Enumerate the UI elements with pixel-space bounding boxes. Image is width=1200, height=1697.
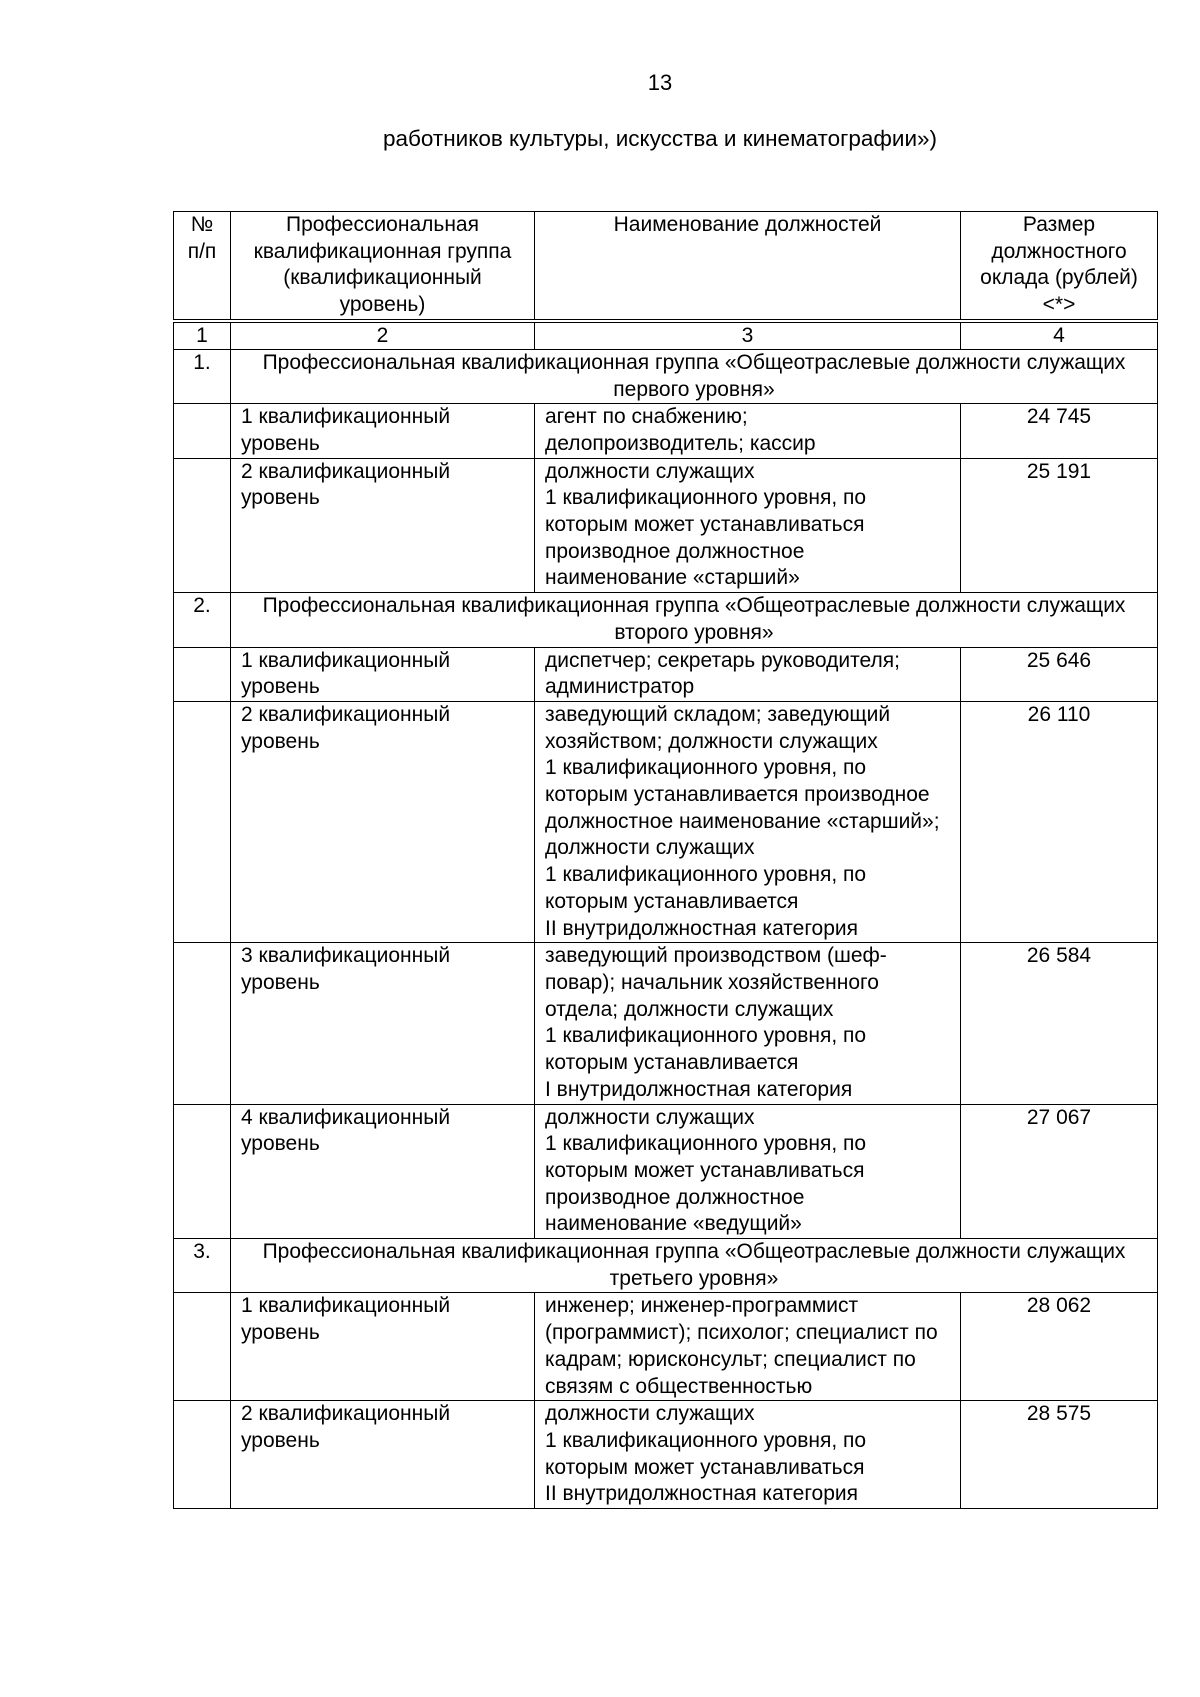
level-cell: 2 квалификационный уровень <box>231 1401 535 1509</box>
column-number: 3 <box>535 321 961 350</box>
salary-cell: 27 067 <box>961 1104 1158 1239</box>
table-row <box>174 1293 1158 1401</box>
table-row <box>174 701 1158 942</box>
group-row <box>174 1239 1158 1293</box>
number-cell-empty <box>174 701 231 942</box>
table-row <box>174 1104 1158 1239</box>
level-cell: 1 квалификационный уровень <box>231 1293 535 1401</box>
table-row <box>174 647 1158 701</box>
level-cell: 1 квалификационный уровень <box>231 404 535 458</box>
positions-cell: заведующий производством (шеф-повар); начальник хозяйственного отдела; должности служащих 1 квалификационного уровня, по которым устанавливается I внутридолжностная категория <box>535 943 961 1104</box>
group-row <box>174 593 1158 647</box>
positions-cell: инженер; инженер-программист (программист); психолог; специалист по кадрам; юрисконсульт; специалист по связям с общественностью <box>535 1293 961 1401</box>
group-title: Профессиональная квалификационная группа «Общеотраслевые должности служащих первого уровня» <box>231 349 1158 403</box>
column-number: 4 <box>961 321 1158 350</box>
column-number: 2 <box>231 321 535 350</box>
positions-cell: должности служащих 1 квалификационного уровня, по которым может устанавливаться производное должностное наименование «старший» <box>535 458 961 593</box>
positions-cell: агент по снабжению; делопроизводитель; кассир <box>535 404 961 458</box>
table-row <box>174 1401 1158 1509</box>
number-cell-empty <box>174 1401 231 1509</box>
table-row <box>174 404 1158 458</box>
salary-cell: 26 584 <box>961 943 1158 1104</box>
header-salary: Размер должностного оклада (рублей) <*> <box>961 212 1158 321</box>
column-number-row <box>174 321 1158 350</box>
column-number: 1 <box>174 321 231 350</box>
positions-cell: должности служащих 1 квалификационного уровня, по которым может устанавливаться II внутридолжностная категория <box>535 1401 961 1509</box>
table-header-row <box>174 212 1158 321</box>
salary-cell: 28 575 <box>961 1401 1158 1509</box>
level-cell: 3 квалификационный уровень <box>231 943 535 1104</box>
salary-table <box>173 211 1158 1509</box>
table-row <box>174 458 1158 593</box>
number-cell-empty <box>174 458 231 593</box>
salary-cell: 24 745 <box>961 404 1158 458</box>
salary-cell: 26 110 <box>961 701 1158 942</box>
group-number: 1. <box>174 349 231 403</box>
number-cell-empty <box>174 943 231 1104</box>
header-positions: Наименование должностей <box>535 212 961 321</box>
group-title: Профессиональная квалификационная группа «Общеотраслевые должности служащих третьего уровня» <box>231 1239 1158 1293</box>
positions-cell: диспетчер; секретарь руководителя; администратор <box>535 647 961 701</box>
salary-cell: 25 191 <box>961 458 1158 593</box>
positions-cell: должности служащих 1 квалификационного уровня, по которым может устанавливаться производное должностное наименование «ведущий» <box>535 1104 961 1239</box>
header-number: № п/п <box>174 212 231 321</box>
group-number: 2. <box>174 593 231 647</box>
number-cell-empty <box>174 404 231 458</box>
level-cell: 4 квалификационный уровень <box>231 1104 535 1239</box>
level-cell: 2 квалификационный уровень <box>231 458 535 593</box>
salary-cell: 28 062 <box>961 1293 1158 1401</box>
group-number: 3. <box>174 1239 231 1293</box>
table-row <box>174 943 1158 1104</box>
group-title: Профессиональная квалификационная группа «Общеотраслевые должности служащих второго уровня» <box>231 593 1158 647</box>
number-cell-empty <box>174 1293 231 1401</box>
positions-cell: заведующий складом; заведующий хозяйством; должности служащих 1 квалификационного уровня, по которым устанавливается производное должностное наименование «старший»; должности служащих 1 квалификационного уровня, по которым устанавливается II внутридолжностная категория <box>535 701 961 942</box>
header-group: Профессиональная квалификационная группа (квалификационный уровень) <box>231 212 535 321</box>
level-cell: 1 квалификационный уровень <box>231 647 535 701</box>
group-row <box>174 349 1158 403</box>
page-number: 13 <box>647 70 673 95</box>
number-cell-empty <box>174 1104 231 1239</box>
page-subtitle: работников культуры, искусства и кинематографии») <box>382 126 938 151</box>
salary-cell: 25 646 <box>961 647 1158 701</box>
level-cell: 2 квалификационный уровень <box>231 701 535 942</box>
number-cell-empty <box>174 647 231 701</box>
